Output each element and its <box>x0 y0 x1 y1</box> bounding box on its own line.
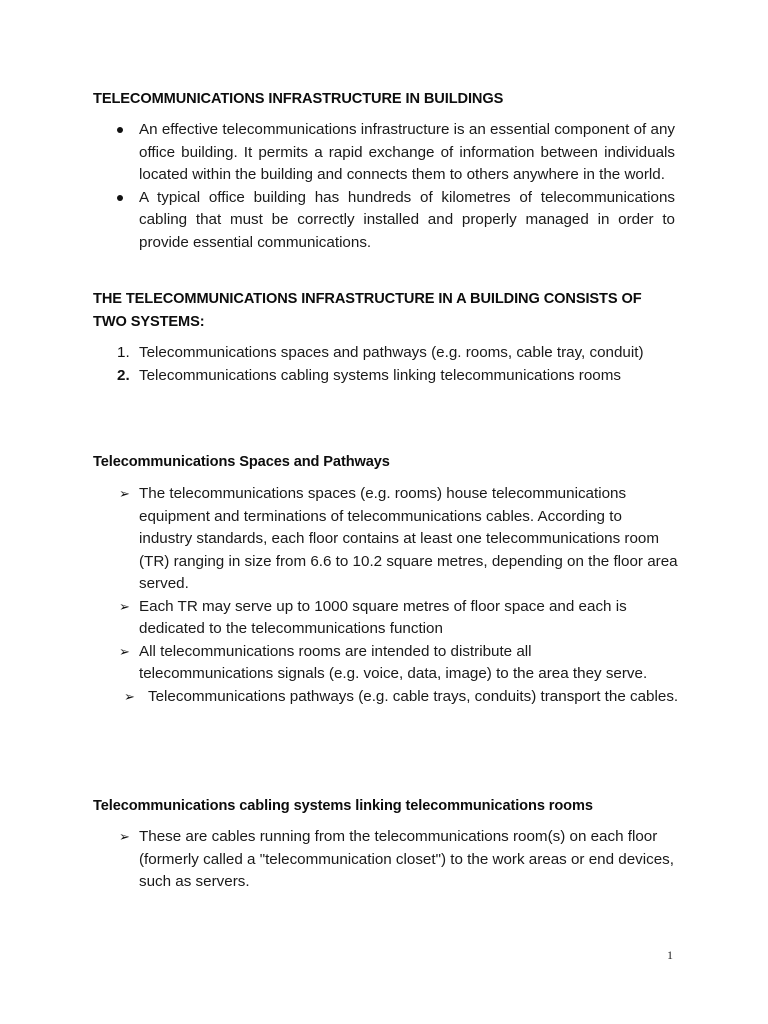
list-item <box>119 826 679 894</box>
list-item-text: Each TR may serve up to 1000 square metres of floor space and each is dedicated to the telecommunications function <box>139 597 627 637</box>
list-item <box>139 187 675 255</box>
list-item <box>119 641 679 686</box>
list-item <box>119 483 679 596</box>
list-item <box>139 119 675 187</box>
list-number: 1. <box>117 344 130 361</box>
intro-bullet-list <box>139 119 675 254</box>
list-item <box>117 365 675 388</box>
list-item-text: Telecommunications spaces and pathways (e.g. rooms, cable tray, conduit) <box>139 344 644 361</box>
systems-numbered-list <box>117 342 675 387</box>
list-item-text: A typical office building has hundreds of kilometres of telecommunications cabling that must be correctly installed and properly managed in order to provide essential communications. <box>139 188 675 251</box>
arrow-bullet-icon: ➢ <box>124 688 135 704</box>
bullet-icon <box>117 195 123 201</box>
list-number: 2. <box>117 366 130 384</box>
list-item-text: All telecommunications rooms are intended to distribute all telecommunications signals (e.g. voice, data, image) to the area they serve. <box>139 642 648 682</box>
arrow-bullet-icon: ➢ <box>119 598 130 614</box>
arrow-bullet-icon: ➢ <box>119 643 130 659</box>
list-item-text: Telecommunications pathways (e.g. cable trays, conduits) transport the cables. <box>148 687 679 705</box>
arrow-bullet-icon: ➢ <box>119 486 130 501</box>
spaces-pathways-list <box>119 483 679 708</box>
arrow-bullet-icon: ➢ <box>119 829 130 844</box>
list-item-text: The telecommunications spaces (e.g. rooms) house telecommunications equipment and terminations of telecommunications cables. According to industry standards, each floor contains at least one telecommunications room (TR) ranging in size from 6.6 to 10.2 square metres, depending on the floor area served. <box>139 485 678 592</box>
list-item <box>119 596 679 641</box>
systems-heading: THE TELECOMMUNICATIONS INFRASTRUCTURE IN A BUILDING CONSISTS OF TWO SYSTEMS: <box>93 291 642 330</box>
document-title: TELECOMMUNICATIONS INFRASTRUCTURE IN BUILDINGS <box>93 91 504 107</box>
section-heading-spaces-pathways: Telecommunications Spaces and Pathways <box>93 454 390 470</box>
list-item-text: An effective telecommunications infrastructure is an essential component of any office building. It permits a rapid exchange of information between individuals located within the building and connects them to others anywhere in the world. <box>139 121 675 183</box>
bullet-icon <box>117 127 123 133</box>
page-number: 1 <box>667 948 673 962</box>
list-item-text: These are cables running from the telecommunications room(s) on each floor (formerly called a "telecommunication closet") to the work areas or end devices, such as servers. <box>139 828 674 890</box>
list-item <box>124 686 679 709</box>
cabling-systems-list <box>119 826 679 894</box>
list-item <box>117 342 675 365</box>
section-heading-cabling-systems: Telecommunications cabling systems linking telecommunications rooms <box>93 798 593 814</box>
list-item-text: Telecommunications cabling systems linking telecommunications rooms <box>139 366 621 384</box>
